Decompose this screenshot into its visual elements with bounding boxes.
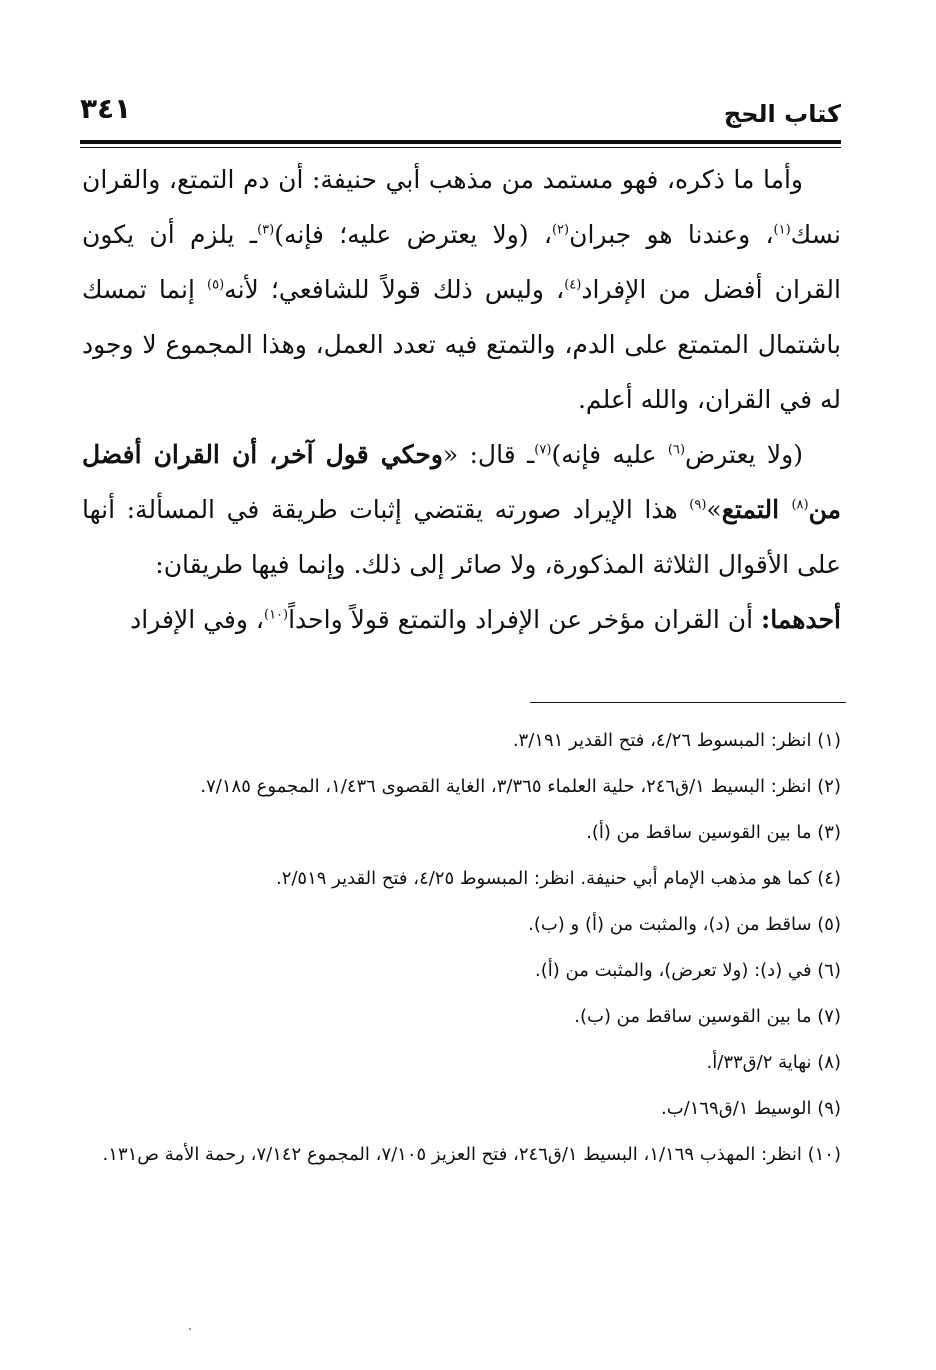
p3-text-2: ، وفي الإفراد — [130, 605, 264, 634]
footnote-8: (٨) نهاية ٢/ق٣٣/أ. — [706, 1052, 841, 1073]
footnote-ref-8: (٨) — [791, 497, 809, 513]
p2-text-3: ـ قال: « — [442, 440, 535, 469]
page-header — [80, 86, 841, 142]
paragraph-1 — [82, 152, 841, 427]
footnote-4: (٤) كما هو مذهب الإمام أبي حنيفة. انظر: المبسوط ٤/٢٥، فتح القدير ٢/٥١٩. — [275, 868, 841, 889]
footnote-5: (٥) ساقط من (د)، والمثبت من (أ) و (ب). — [528, 914, 841, 935]
footnote-2: (٢) انظر: البسيط ١/ق٢٤٦، حلية العلماء ٣/٣٦٥، الغاية القصوى ١/٤٣٦، المجموع ٧/١٨٥. — [200, 776, 841, 797]
p1-text-2: ، وعندنا هو جبران — [569, 220, 774, 249]
p2-text-1: (ولا يعترض — [685, 440, 803, 469]
footnote-ref-4: (٤) — [564, 277, 582, 293]
footnotes — [86, 718, 841, 1178]
page-number: ٣٤١ — [80, 92, 132, 125]
running-title: كتاب الحج — [723, 100, 841, 128]
p2-text-4: » — [706, 495, 722, 524]
section-lead: أحدهما: — [760, 605, 841, 634]
p3-text-1: أن القران مؤخر عن الإفراد والتمتع قولاً واحداً — [288, 605, 761, 634]
footnote-ref-2: (٢) — [551, 222, 570, 238]
footnote-ref-6: (٦) — [667, 442, 686, 458]
footnote-ref-7: (٧) — [534, 442, 552, 458]
footnote-separator — [530, 702, 846, 703]
header-rule — [80, 140, 841, 144]
paragraph-3 — [82, 592, 841, 647]
footnote-7: (٧) ما بين القوسين ساقط من (ب). — [574, 1006, 841, 1027]
main-text — [82, 152, 841, 647]
footnote-3: (٣) ما بين القوسين ساقط من (أ). — [586, 822, 841, 843]
paragraph-2 — [82, 427, 841, 592]
footnote-10: (١٠) انظر: المهذب ١/١٦٩، البسيط ١/ق٢٤٦، فتح العزيز ٧/١٠٥، المجموع ٧/١٤٢، رحمة الأمة ص١٣١. — [102, 1144, 841, 1165]
p1-text-4: ـ يلزم أن يكون القران أفضل من الإفراد — [82, 220, 841, 304]
p1-text-1: وأما ما ذكره، فهو مستمد من مذهب أبي حنيفة: أن دم التمتع، والقران نسك — [82, 165, 842, 249]
footnote-ref-5: (٥) — [207, 277, 225, 293]
header-rule-thin — [80, 147, 841, 148]
p2-text-2: عليه فإنه) — [551, 440, 668, 469]
p2-text-5: هذا الإيراد صورته يقتضي إثبات طريقة في المسألة: أنها على الأقوال الثلاثة المذكورة، ولا صائر إلى ذلك. وإنما فيها طريقان: — [82, 495, 841, 579]
footnote-ref-9: (٩) — [689, 497, 707, 513]
footnote-ref-3: (٣) — [257, 222, 275, 238]
footnote-ref-10: (١٠) — [263, 607, 289, 623]
p1-text-5: ، وليس ذلك قولاً للشافعي؛ لأنه — [224, 275, 565, 304]
p1-text-3: ، (ولا يعترض عليه؛ فإنه) — [274, 220, 552, 249]
quoted-text-2: التمتع — [721, 495, 792, 524]
quoted-text-1: وحكي قول آخر، أن القران أفضل من — [82, 440, 841, 524]
p1-text-6: إنما تمسك باشتمال المتمتع على الدم، والتمتع فيه تعدد العمل، وهذا المجموع لا وجود له في القران، والله أعلم. — [82, 275, 841, 414]
footnote-ref-1: (١) — [773, 222, 791, 238]
footnote-1: (١) انظر: المبسوط ٤/٢٦، فتح القدير ٣/١٩١. — [512, 730, 841, 751]
scan-speck — [189, 1328, 191, 1330]
footnote-9: (٩) الوسيط ١/ق١٦٩/ب. — [660, 1098, 841, 1119]
footnote-6: (٦) في (د): (ولا تعرض)، والمثبت من (أ). — [535, 960, 841, 981]
